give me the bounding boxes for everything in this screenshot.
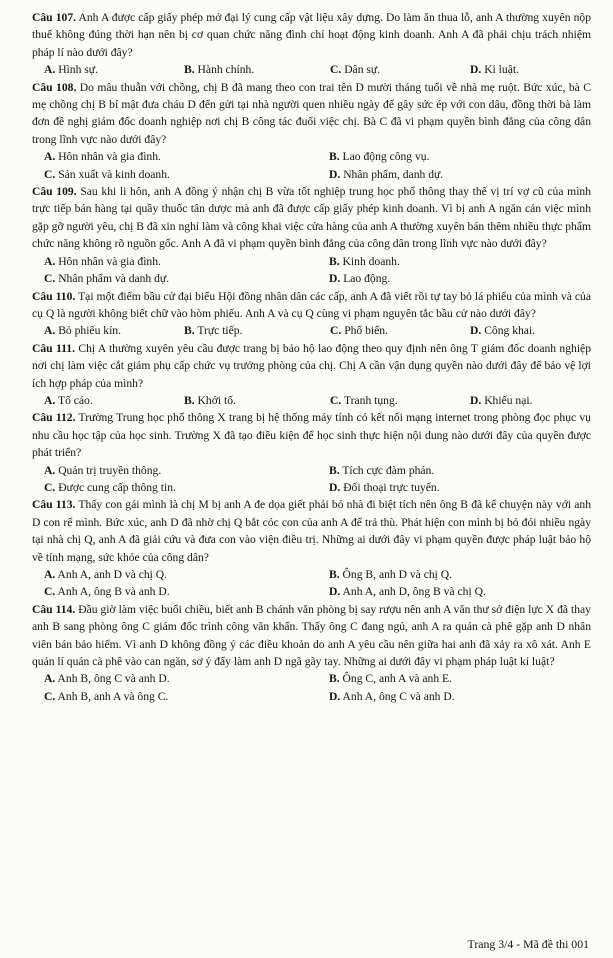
question-text: Anh A được cấp giấy phép mở đại lý cung cấp vật liệu xây dựng. Do làm ăn thua lỗ, anh A thường xuyên nộp thuế không đúng thời hạn nên bị cơ quan chức năng đình chỉ hoạt động kinh doanh. Anh A đã phải chịu trách nhiệm pháp lí nào dưới đây?: [32, 11, 592, 59]
answer-option: [329, 270, 591, 287]
option-letter: A.: [44, 672, 56, 686]
option-text: Nhân phẩm và danh dự.: [58, 272, 170, 286]
answer-option: [184, 392, 330, 409]
option-text: Lao động công vụ.: [342, 150, 430, 164]
option-text: Ông C, anh A và anh E.: [342, 672, 453, 686]
option-letter: B.: [184, 63, 195, 77]
question-text: Thấy con gái mình là chị M bị anh A đe dọa giết phải bỏ nhà đi biệt tích nên ông B đã kể chuyện này với anh D con rể mình. Bức xúc, anh D đã nhờ chị Q bắt cóc con của anh A để trả thù. Phát hiện con mình bị bỏ đói nhiều ngày tại nhà chị Q, anh A đã giải cứu và đưa con vào viện điều trị. Những ai dưới đây vi phạm quyền được pháp luật bảo hộ về tính mạng, sức khỏe của công dân?: [32, 498, 591, 564]
answer-option: [329, 670, 591, 687]
answer-option: [329, 462, 591, 479]
answer-options: [32, 322, 591, 339]
option-text: Nhân phẩm, danh dự.: [343, 167, 444, 181]
option-letter: C.: [44, 167, 56, 181]
answer-options: [32, 253, 591, 288]
question-block: [32, 9, 591, 79]
answer-option: [330, 61, 470, 78]
option-letter: D.: [470, 324, 482, 338]
question-block: [32, 79, 591, 183]
answer-options: [32, 148, 591, 183]
answer-option: [44, 392, 184, 409]
answer-options: [32, 61, 591, 78]
question-text: Trường Trung học phổ thông X trang bị hệ thống máy tính có kết nối mạng internet trong phòng đọc phục vụ nhu cầu học tập của học sinh. Trường X đã tạo điều kiện để học sinh thực hiện nội dung nào dưới đây của quyền được phát triển?: [32, 411, 591, 460]
answer-option: [470, 61, 591, 78]
option-text: Kỉ luật.: [484, 63, 519, 77]
option-letter: D.: [329, 480, 341, 494]
option-letter: D.: [470, 393, 482, 407]
option-letter: B.: [184, 324, 195, 338]
answer-option: [470, 392, 591, 409]
question-text: Tại một điểm bầu cử đại biểu Hội đồng nhân dân các cấp, anh A đã viết rồi tự tay bỏ lá phiếu của mình và của cụ Q là người không biết chữ vào hòm phiếu. Anh A và cụ Q cùng vi phạm nguyên tắc bầu cử nào dưới đây?: [32, 289, 591, 320]
option-letter: A.: [44, 150, 56, 164]
question-stem: [32, 496, 591, 566]
option-letter: B.: [329, 568, 340, 581]
option-letter: D.: [470, 63, 482, 77]
answer-option: [330, 322, 470, 339]
answer-options: [32, 392, 591, 409]
option-letter: D.: [329, 585, 341, 599]
answer-option: [329, 688, 591, 705]
answer-option: [44, 688, 329, 705]
option-letter: C.: [44, 480, 56, 494]
option-text: Hình sự.: [58, 63, 98, 77]
answer-option: [329, 148, 591, 165]
answer-option: [44, 148, 329, 165]
option-letter: B.: [329, 672, 340, 686]
question-block: [32, 409, 591, 496]
question-number: Câu 110.: [32, 289, 76, 303]
option-text: Công khai.: [484, 324, 536, 338]
option-text: Ông B, anh D và chị Q.: [342, 568, 453, 581]
answer-option: [44, 479, 329, 496]
question-list: [32, 9, 591, 705]
answer-option: [330, 392, 470, 409]
option-letter: D.: [329, 272, 341, 286]
option-letter: B.: [329, 150, 340, 164]
question-stem: [32, 409, 591, 461]
option-letter: C.: [330, 63, 342, 77]
option-letter: C.: [44, 272, 56, 286]
option-letter: C.: [44, 689, 56, 703]
question-stem: [32, 288, 591, 323]
question-stem: [32, 601, 591, 671]
answer-option: [44, 322, 184, 339]
question-block: [32, 601, 591, 705]
option-text: Hành chính.: [197, 63, 255, 77]
question-number: Câu 113.: [32, 498, 76, 512]
option-letter: C.: [330, 393, 342, 407]
option-text: Tố cáo.: [57, 393, 93, 407]
option-letter: B.: [329, 254, 340, 268]
question-stem: [32, 340, 591, 392]
option-letter: C.: [44, 585, 56, 599]
answer-option: [184, 61, 330, 78]
option-text: Anh A, anh D và chị Q.: [57, 568, 168, 581]
option-letter: A.: [44, 568, 56, 581]
question-block: [32, 340, 591, 410]
answer-option: [329, 583, 591, 600]
answer-option: [44, 61, 184, 78]
option-text: Anh A, anh D, ông B và chị Q.: [342, 585, 486, 599]
question-text: Do mâu thuẫn với chồng, chị B đã mang theo con trai tên D mười tháng tuổi về nhà mẹ ruột. Bức xúc, bà C mẹ chồng chị B bí mật đưa cháu D đến gửi tại nhà người quen nhiều ngày để gây sức ép với con dâu, đồng thời bà làm đơn đề nghị giám đốc doanh nghiệp nơi chị B công tác đuổi việc chị. Bà C đã vi phạm quyền bình đẳng của công dân trong lĩnh vực nào dưới đây?: [32, 80, 591, 146]
option-letter: A.: [44, 393, 56, 407]
option-text: Anh B, anh A và ông C.: [57, 689, 169, 703]
option-text: Hôn nhân và gia đình.: [58, 150, 161, 164]
question-block: [32, 183, 591, 287]
answer-option: [44, 166, 329, 183]
option-text: Hôn nhân và gia đình.: [58, 254, 161, 268]
question-block: [32, 496, 591, 600]
option-letter: B.: [184, 393, 195, 407]
answer-option: [44, 566, 329, 583]
question-text: Sau khi li hôn, anh A đồng ý nhận chị B vừa tốt nghiệp trung học phổ thông thay thế vị trí vợ cũ của mình trực tiếp bán hàng tại quầy thuốc tân dược mà anh đã được cấp giấy phép kinh doanh. Vì bị anh A ngăn cản việc mình gặp gỡ người yêu, chị B đã xin nghỉ làm và công khai việc cửa hàng của anh A thường xuyên bán thêm nhiều thực phẩm chức năng không rõ nguồn gốc. Anh A đã vi phạm quyền bình đẳng của công dân trong lĩnh vực nào dưới đây?: [32, 185, 592, 251]
question-stem: [32, 9, 591, 61]
question-number: Câu 111.: [32, 341, 75, 355]
answer-option: [44, 462, 329, 479]
question-number: Câu 107.: [32, 11, 77, 24]
option-text: Khởi tố.: [197, 393, 236, 407]
option-text: Lao động.: [343, 272, 391, 286]
option-text: Tranh tụng.: [343, 393, 398, 407]
question-block: [32, 288, 591, 340]
answer-option: [44, 253, 329, 270]
answer-option: [329, 566, 591, 583]
answer-option: [329, 253, 591, 270]
question-number: Câu 109.: [32, 185, 77, 199]
answer-options: [32, 670, 591, 705]
answer-option: [184, 322, 330, 339]
option-text: Anh A, ông C và anh D.: [342, 689, 455, 703]
answer-option: [44, 670, 329, 687]
answer-option: [329, 166, 591, 183]
option-text: Quản trị truyền thông.: [58, 463, 162, 477]
option-text: Khiếu nại.: [484, 393, 533, 407]
option-text: Đối thoại trực tuyến.: [343, 480, 440, 494]
option-text: Sản xuất và kinh doanh.: [58, 167, 170, 181]
answer-option: [44, 270, 329, 287]
option-text: Anh A, ông B và anh D.: [57, 585, 170, 599]
answer-option: [470, 322, 591, 339]
option-letter: B.: [329, 463, 340, 477]
question-number: Câu 112.: [32, 411, 76, 425]
question-stem: [32, 79, 591, 149]
answer-option: [329, 479, 591, 496]
option-letter: A.: [44, 254, 56, 268]
option-text: Được cung cấp thông tin.: [58, 480, 176, 494]
answer-options: [32, 566, 591, 601]
option-text: Tích cực đàm phán.: [342, 463, 435, 477]
option-letter: C.: [330, 324, 342, 338]
option-letter: D.: [329, 167, 341, 181]
answer-option: [44, 583, 329, 600]
option-text: Dân sự.: [344, 63, 381, 77]
question-stem: [32, 183, 591, 253]
question-text: Chị A thường xuyên yêu cầu được trang bị bảo hộ lao động theo quy định nên ông T giám đốc doanh nghiệp nơi chị làm việc cắt giảm phụ cấp chức vụ trưởng phòng của chị. Chị A cần vận dụng quyền nào dưới đây để bảo vệ lợi ích hợp pháp của mình?: [32, 341, 591, 390]
answer-options: [32, 462, 591, 497]
question-number: Câu 114.: [32, 602, 76, 616]
option-text: Phổ biến.: [344, 324, 388, 338]
option-text: Kinh doanh.: [342, 254, 400, 268]
page-footer: Trang 3/4 - Mã đề thi 001: [467, 937, 589, 951]
question-number: Câu 108.: [32, 80, 77, 94]
option-letter: A.: [44, 324, 56, 338]
option-text: Trực tiếp.: [197, 324, 243, 338]
option-text: Bỏ phiếu kín.: [58, 324, 121, 338]
question-text: Đầu giờ làm việc buổi chiều, biết anh B chánh văn phòng bị say rượu nên anh A văn thư sở điện lực X đã thay anh B sang phòng ông C giám đốc trình công văn khẩn. Thấy ông C đang ngủ, anh A ra quán cà phê gặp anh D nhân viên bán bảo hiểm. Vì anh D không đồng ý các điều khoản do anh A yêu cầu nên giữa hai anh đã xảy ra xô xát. Anh E quản lí quán cà phê vào can ngăn, sơ ý đẩy làm anh D ngã gãy tay. Những ai dưới đây vi phạm pháp luật kỉ luật?: [32, 602, 591, 669]
option-text: Anh B, ông C và anh D.: [57, 672, 170, 686]
option-letter: D.: [329, 689, 341, 703]
option-letter: A.: [44, 63, 56, 77]
option-letter: A.: [44, 463, 56, 477]
